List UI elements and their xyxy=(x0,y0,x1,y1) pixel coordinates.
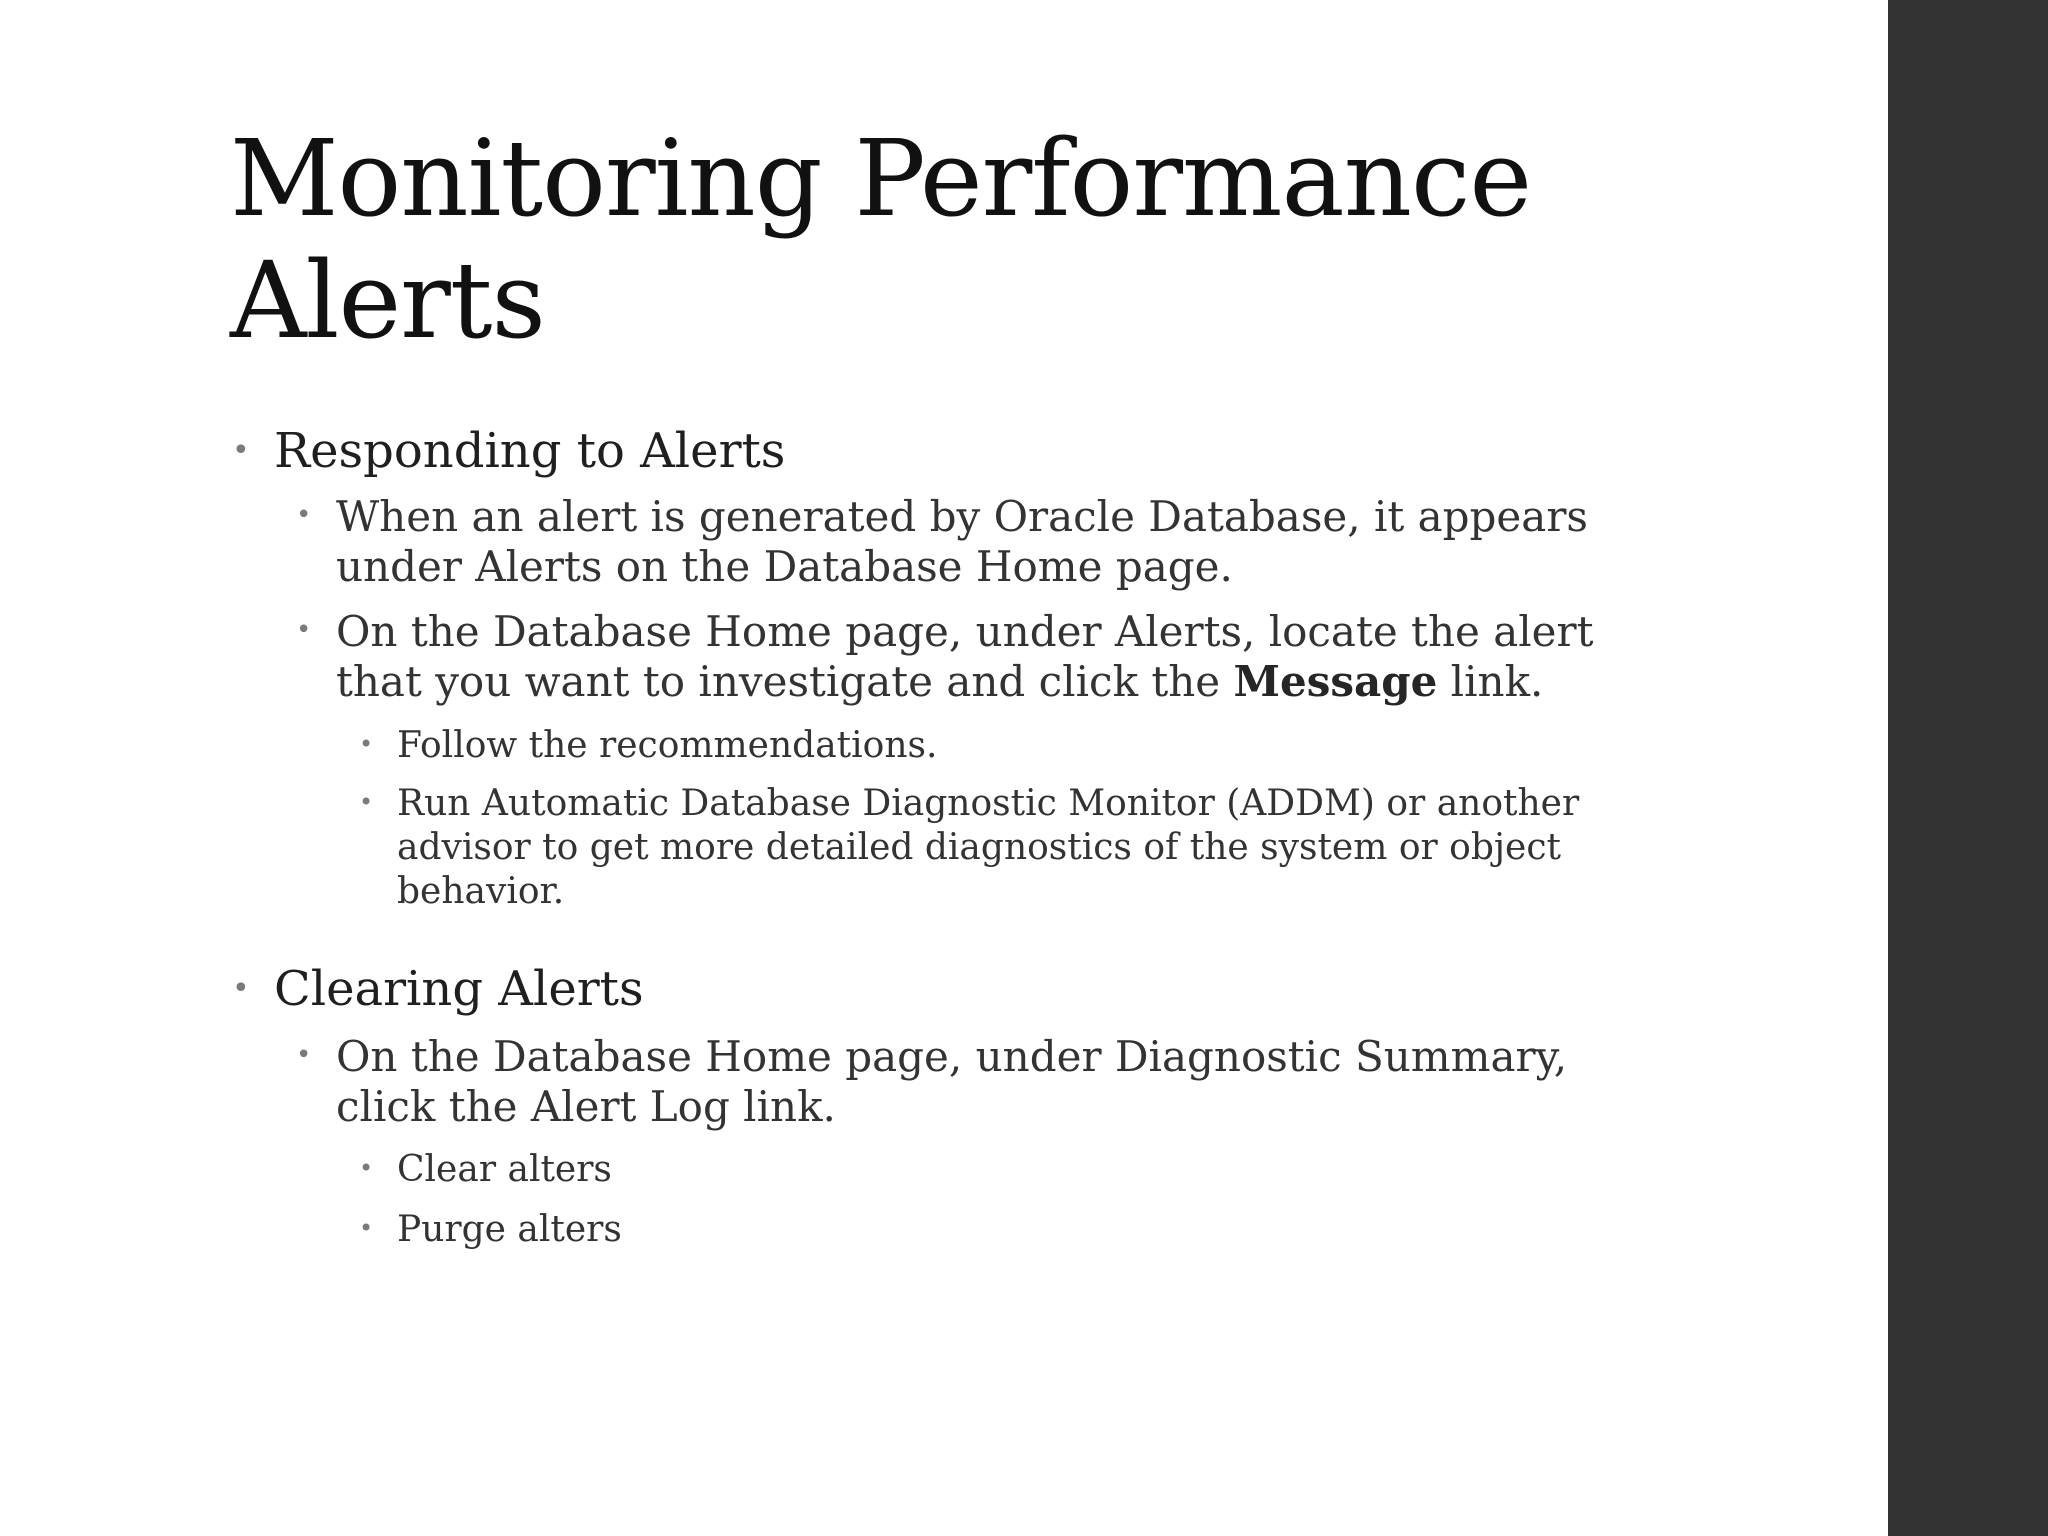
bullet-icon: • xyxy=(296,500,312,530)
bullet-icon: • xyxy=(359,1214,374,1242)
sub-list-item xyxy=(359,782,1580,914)
sub-list-item xyxy=(359,1208,622,1252)
list-item xyxy=(296,1032,1568,1132)
bullet-icon: • xyxy=(359,1154,374,1182)
bullet-icon: • xyxy=(296,615,312,645)
list-item-text-line-2: click the Alert Log link. xyxy=(336,1082,836,1131)
bullet-icon: • xyxy=(359,788,374,816)
slide-title-line-2: Alerts xyxy=(230,239,545,362)
sub-list-item-text: Purge alters xyxy=(397,1209,622,1250)
decorative-side-bar xyxy=(1888,0,2048,1536)
list-item-text-line-2: under Alerts on the Database Home page. xyxy=(336,542,1233,591)
sub-list-item xyxy=(359,1148,612,1192)
section-heading-responding-to-alerts xyxy=(232,423,786,479)
sub-list-item-text-line-2: advisor to get more detailed diagnostics of the system or object xyxy=(397,827,1561,868)
bullet-icon: • xyxy=(232,433,250,468)
section-heading-text: Responding to Alerts xyxy=(274,423,786,479)
list-item-text-line-1: When an alert is generated by Oracle Database, it appears xyxy=(336,492,1588,541)
list-item-text-line-2-prefix: that you want to investigate and click the xyxy=(336,657,1234,706)
bullet-icon: • xyxy=(232,971,250,1006)
message-link-label: Message xyxy=(1233,657,1438,706)
section-heading-text: Clearing Alerts xyxy=(274,961,644,1017)
sub-list-item-text: Follow the recommendations. xyxy=(397,725,938,766)
list-item xyxy=(296,607,1594,707)
sub-list-item xyxy=(359,724,938,768)
section-heading-clearing-alerts xyxy=(232,961,644,1017)
sub-list-item-text-line-1: Run Automatic Database Diagnostic Monitor (ADDM) or another xyxy=(397,783,1580,824)
bullet-icon: • xyxy=(359,730,374,758)
list-item-text-line-1: On the Database Home page, under Diagnostic Summary, xyxy=(336,1032,1568,1081)
list-item-text-line-2-suffix: link. xyxy=(1437,657,1544,706)
list-item-text-line-1: On the Database Home page, under Alerts, locate the alert xyxy=(336,607,1594,656)
sub-list-item-text-line-3: behavior. xyxy=(397,871,565,912)
list-item xyxy=(296,492,1588,592)
slide-title xyxy=(230,118,1730,362)
slide-title-line-1: Monitoring Performance xyxy=(230,117,1532,240)
bullet-icon: • xyxy=(296,1040,312,1070)
sub-list-item-text: Clear alters xyxy=(397,1149,612,1190)
